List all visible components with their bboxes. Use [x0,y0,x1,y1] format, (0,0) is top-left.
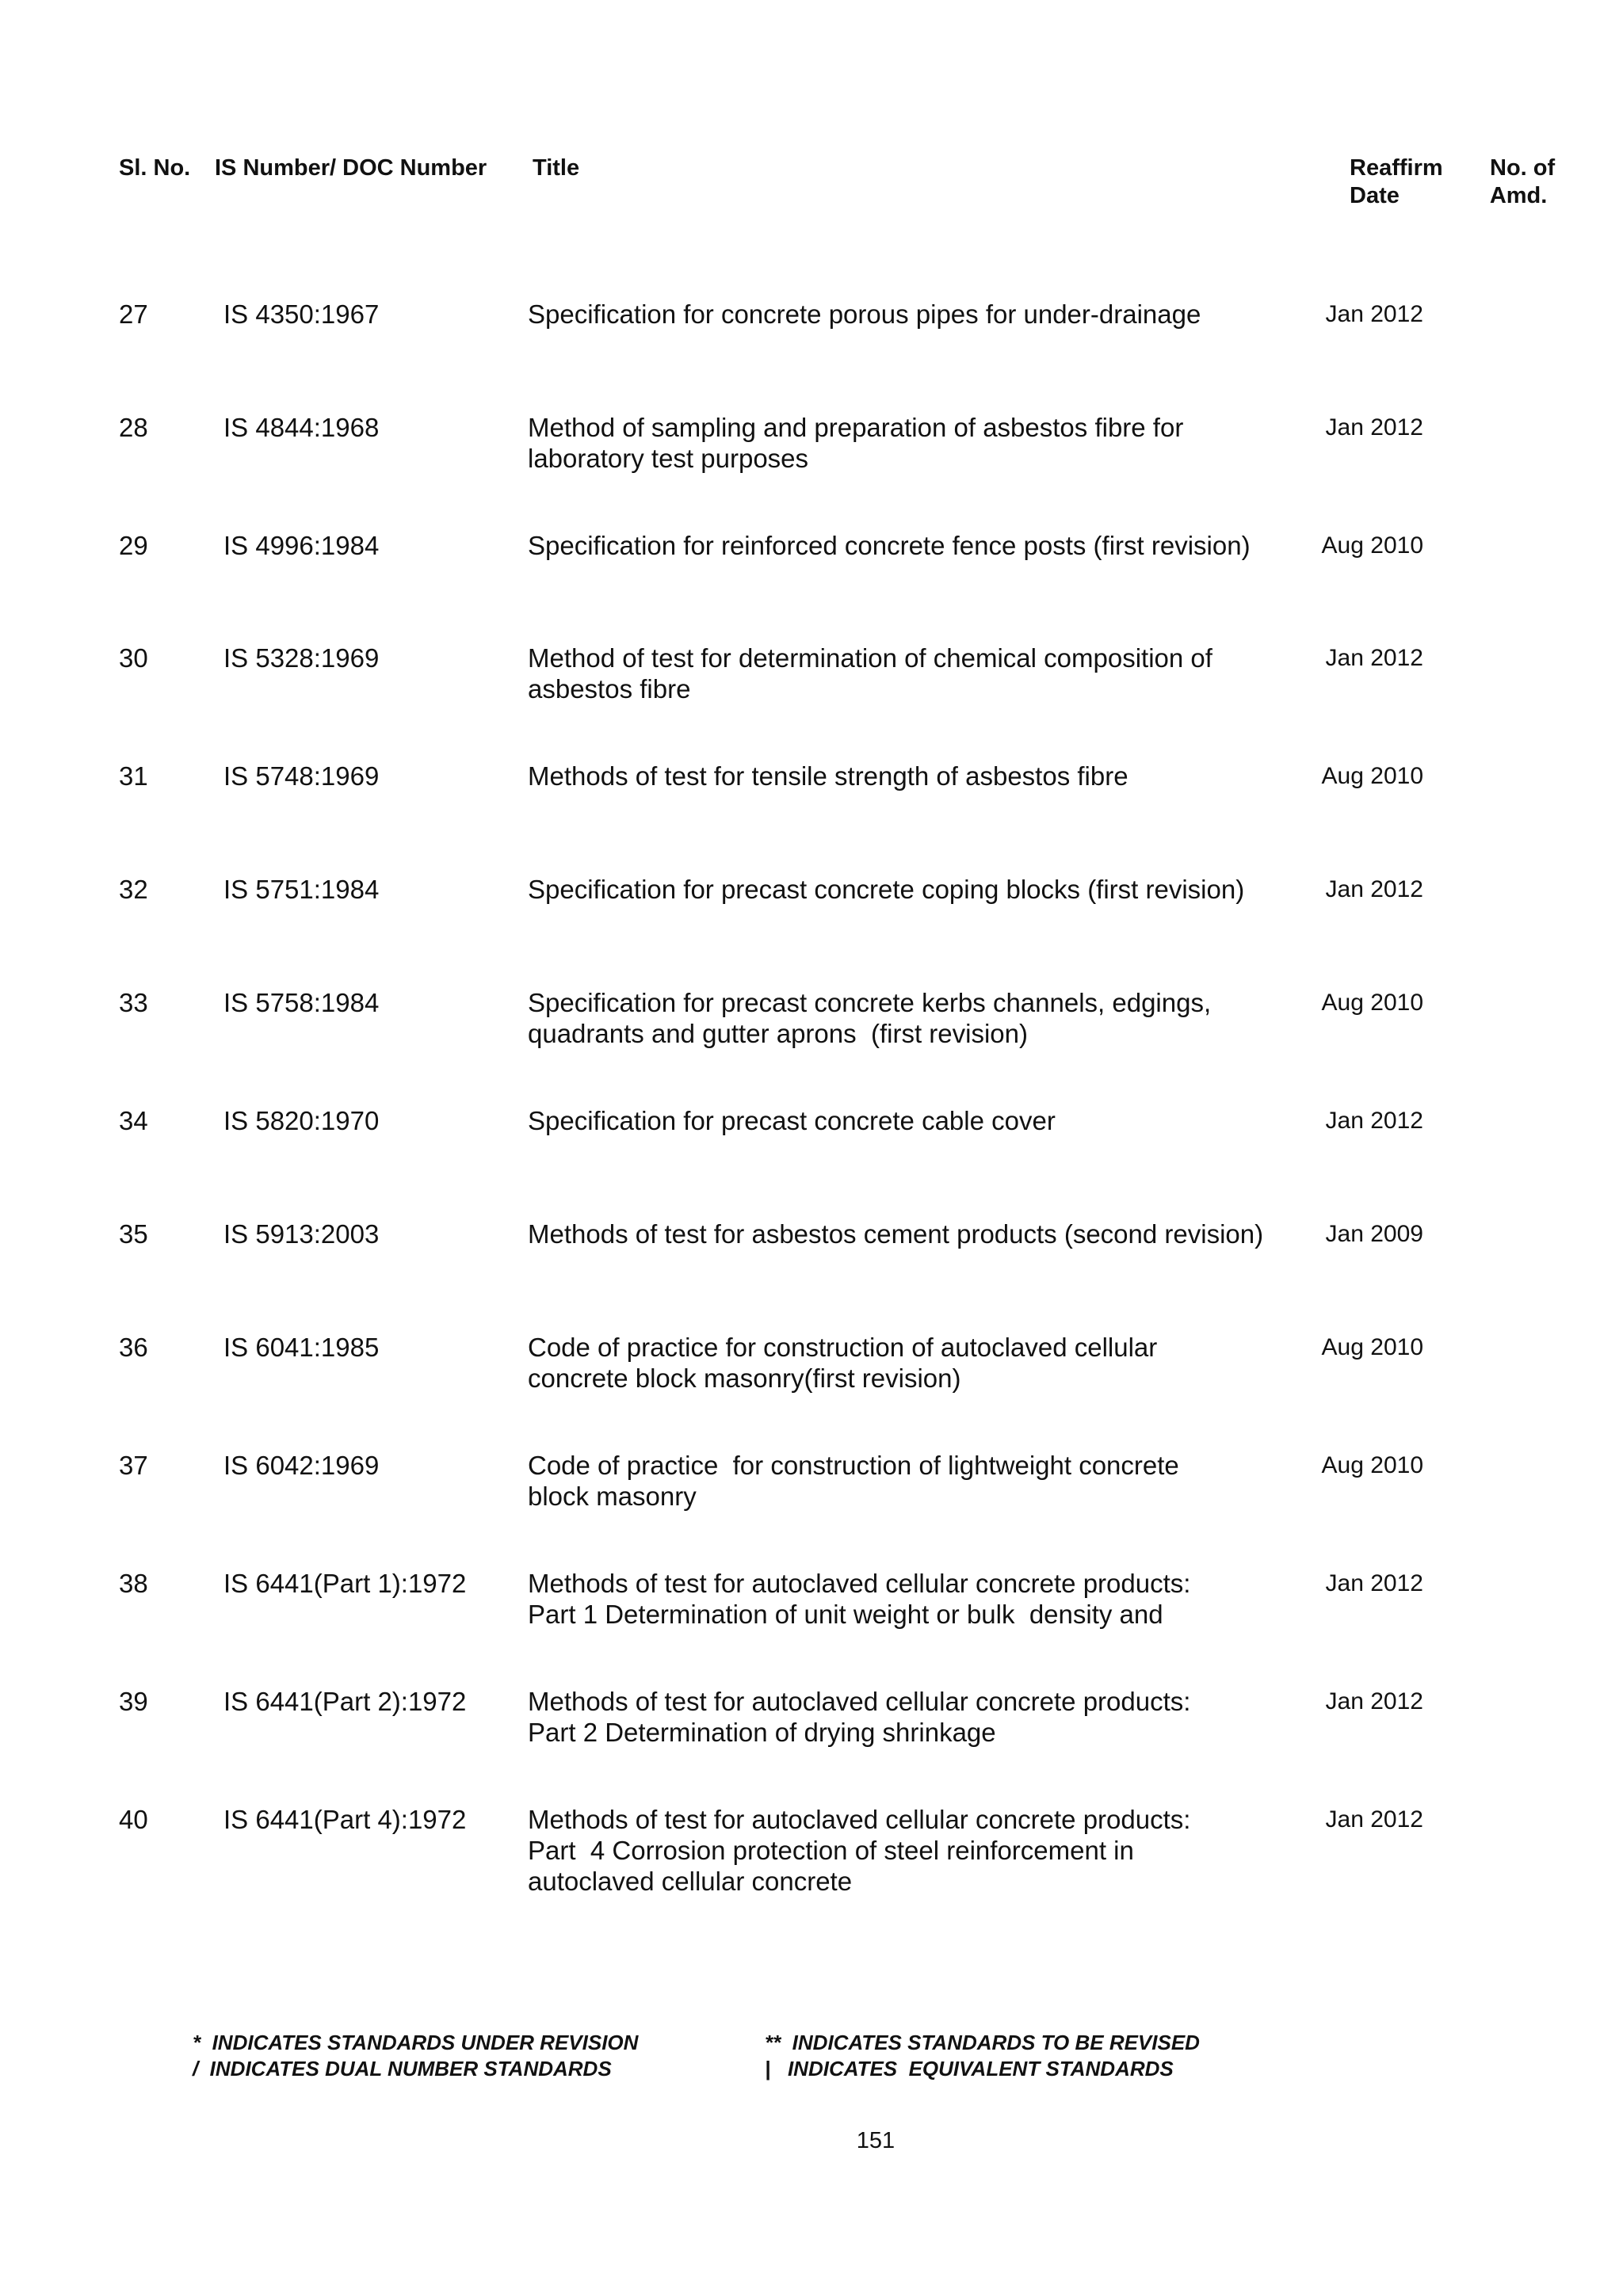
row-title [528,1450,1304,1512]
row-title [528,874,1304,905]
header-no-of-amd [1482,154,1555,210]
row-is-number: IS 4996:1984 [223,531,380,560]
row-title-line: Method of test for determination of chemical composition of [528,643,1212,673]
header-reaffirm-date [1350,154,1443,210]
header-sl-no: Sl. No. [119,155,191,181]
legend-to-be-revised: ** INDICATES STANDARDS TO BE REVISED [765,2031,1200,2054]
row-reaffirm-date: Aug 2010 [1321,763,1423,789]
row-sl-no: 28 [119,413,148,442]
row-is-number: IS 5820:1970 [223,1106,380,1135]
row-title [528,643,1304,704]
row-reaffirm-date: Aug 2010 [1321,990,1423,1016]
row-is-number: IS 5758:1984 [223,988,380,1017]
row-title [528,1804,1304,1897]
row-title [528,761,1304,791]
row-title [528,1686,1304,1748]
header-is-number: IS Number/ DOC Number [215,155,487,181]
row-reaffirm-date: Aug 2010 [1321,1334,1423,1360]
row-reaffirm-date: Jan 2012 [1325,1570,1423,1596]
row-title-line: Code of practice for construction of autoclaved cellular [528,1333,1158,1362]
legend-under-revision: * INDICATES STANDARDS UNDER REVISION [193,2031,639,2054]
row-title [528,1105,1304,1136]
row-sl-no: 35 [119,1219,148,1249]
legend-dual-number: / INDICATES DUAL NUMBER STANDARDS [193,2057,612,2081]
row-is-number: IS 5328:1969 [223,643,380,673]
row-title-line: block masonry [528,1482,697,1511]
row-title [528,1219,1304,1249]
row-title-line: Specification for precast concrete cable cover [528,1106,1056,1135]
row-title-line: concrete block masonry(first revision) [528,1363,961,1393]
row-is-number: IS 4844:1968 [223,413,380,442]
row-title-line: Specification for reinforced concrete fence posts (first revision) [528,531,1251,560]
row-is-number: IS 5913:2003 [223,1219,380,1249]
row-is-number: IS 6441(Part 4):1972 [223,1805,467,1834]
row-is-number: IS 6042:1969 [223,1451,380,1480]
row-title-line: Methods of test for autoclaved cellular concrete products: [528,1805,1191,1834]
legend-equivalent: | INDICATES EQUIVALENT STANDARDS [765,2057,1174,2081]
row-is-number: IS 6041:1985 [223,1333,380,1362]
row-sl-no: 34 [119,1106,148,1135]
row-sl-no: 40 [119,1805,148,1834]
row-title [528,299,1304,330]
row-reaffirm-date: Jan 2012 [1325,301,1423,327]
row-title-line: laboratory test purposes [528,444,809,473]
row-sl-no: 31 [119,761,148,791]
row-title-line: quadrants and gutter aprons (first revision) [528,1019,1028,1048]
row-reaffirm-date: Jan 2012 [1325,1806,1423,1833]
row-title-line: Methods of test for asbestos cement products (second revision) [528,1219,1264,1249]
row-sl-no: 37 [119,1451,148,1480]
row-sl-no: 39 [119,1687,148,1716]
row-sl-no: 27 [119,299,148,329]
row-title-line: Part 4 Corrosion protection of steel reinforcement in [528,1836,1134,1865]
row-title-line: Code of practice for construction of lightweight concrete [528,1451,1179,1480]
row-title-line: Methods of test for autoclaved cellular concrete products: [528,1569,1191,1598]
row-reaffirm-date: Jan 2012 [1325,876,1423,902]
row-sl-no: 38 [119,1569,148,1598]
row-title-line: autoclaved cellular concrete [528,1867,853,1896]
row-title [528,1568,1304,1630]
row-title-line: Part 2 Determination of drying shrinkage [528,1718,996,1747]
row-title-line: Method of sampling and preparation of asbestos fibre for [528,413,1184,442]
header-reaffirm-line1: Reaffirm [1350,155,1443,181]
header-reaffirm-line2: Date [1350,183,1400,208]
row-sl-no: 33 [119,988,148,1017]
row-sl-no: 29 [119,531,148,560]
row-reaffirm-date: Aug 2010 [1321,532,1423,559]
row-title-line: Specification for precast concrete coping blocks (first revision) [528,875,1245,904]
header-amd-line2: Amd. [1489,183,1548,208]
row-title-line: Part 1 Determination of unit weight or bulk density and [528,1600,1163,1629]
header-amd-line1: No. of [1490,155,1556,181]
row-sl-no: 36 [119,1333,148,1362]
row-reaffirm-date: Jan 2009 [1325,1221,1423,1247]
row-is-number: IS 6441(Part 2):1972 [223,1687,467,1716]
row-reaffirm-date: Jan 2012 [1325,1688,1423,1714]
row-reaffirm-date: Jan 2012 [1325,414,1423,441]
row-title-line: Specification for concrete porous pipes for under-drainage [528,299,1201,329]
row-sl-no: 32 [119,875,148,904]
page-number: 151 [856,2128,896,2153]
row-is-number: IS 4350:1967 [223,299,380,329]
row-title [528,987,1304,1049]
row-reaffirm-date: Aug 2010 [1321,1452,1423,1478]
row-title-line: asbestos fibre [528,674,691,704]
header-title: Title [533,155,580,181]
row-is-number: IS 6441(Part 1):1972 [223,1569,467,1598]
row-title-line: Specification for precast concrete kerbs channels, edgings, [528,988,1212,1017]
row-reaffirm-date: Jan 2012 [1325,645,1423,671]
row-title [528,412,1304,474]
row-is-number: IS 5751:1984 [223,875,380,904]
row-is-number: IS 5748:1969 [223,761,380,791]
row-title [528,1332,1304,1394]
row-reaffirm-date: Jan 2012 [1325,1108,1423,1134]
row-title-line: Methods of test for tensile strength of asbestos fibre [528,761,1128,791]
row-title [528,530,1304,561]
row-sl-no: 30 [119,643,148,673]
row-title-line: Methods of test for autoclaved cellular concrete products: [528,1687,1191,1716]
